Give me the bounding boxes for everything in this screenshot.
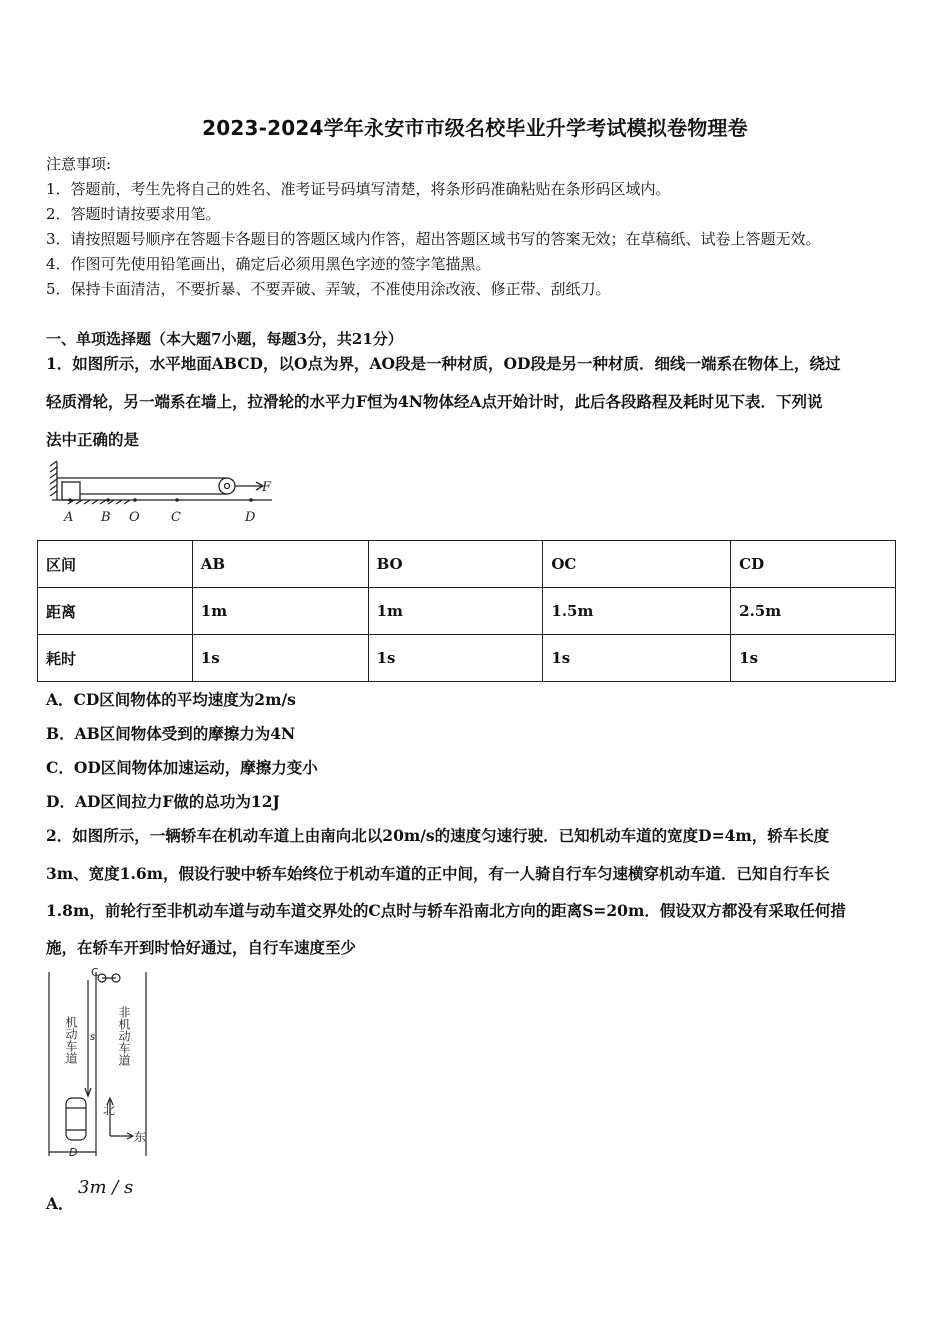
table-cell: 2.5m	[731, 588, 896, 635]
table-cell: AB	[192, 541, 368, 588]
notice-item-5: 5．保持卡面清洁，不要折暴、不要弄破、弄皱，不准使用涂改液、修正带、刮纸刀。	[46, 280, 611, 298]
table-row	[38, 635, 896, 682]
label-c: C	[91, 966, 99, 979]
notice-item-3: 3．请按照题号顺序在答题卡各题目的答题区域内作答，超出答题区域书写的答案无效；在草稿纸、试卷上答题无效。	[46, 230, 821, 248]
q1-text-line-2: 轻质滑轮，另一端系在墙上，拉滑轮的水平力F恒为4N物体经A点开始计时，此后各段路程及耗时见下表．下列说	[46, 392, 823, 411]
label-nonmotor-lane: 非机动车道	[117, 1006, 131, 1066]
table-cell: 距离	[38, 588, 193, 635]
table-row	[38, 588, 896, 635]
table-cell: 耗时	[38, 635, 193, 682]
notice-item-4: 4．作图可先使用铅笔画出，确定后必须用黑色字迹的签字笔描黑。	[46, 255, 491, 273]
table-cell: 区间	[38, 541, 193, 588]
q2-road-figure	[44, 966, 154, 1162]
q2-option-a-formula: 3m / s	[78, 1177, 134, 1198]
q1-option-b: B．AB区间物体受到的摩擦力为4N	[46, 724, 296, 743]
table-cell: 1.5m	[543, 588, 731, 635]
label-b: B	[101, 510, 111, 525]
page-title: 2023-2024学年永安市市级名校毕业升学考试模拟卷物理卷	[202, 116, 748, 140]
section-heading: 一、单项选择题（本大题7小题，每题3分，共21分）	[46, 330, 403, 348]
q1-option-a: A．CD区间物体的平均速度为2m/s	[46, 690, 296, 709]
q1-option-c: C．OD区间物体加速运动，摩擦力变小	[46, 758, 318, 777]
label-motor-lane: 机动车道	[64, 1016, 78, 1064]
q1-option-d: D．AD区间拉力F做的总功为12J	[46, 792, 280, 811]
notice-heading: 注意事项:	[46, 155, 112, 173]
q2-text-line-1: 2．如图所示，一辆轿车在机动车道上由南向北以20m/s的速度匀速行驶．已知机动车道的宽度D=4m，轿车长度	[46, 826, 830, 845]
q2-option-a-label: A．	[46, 1194, 74, 1213]
pulley	[219, 478, 235, 494]
table-row	[38, 541, 896, 588]
label-s: s	[90, 1032, 96, 1043]
q1-text-line-3: 法中正确的是	[46, 430, 140, 449]
label-a: A	[64, 510, 74, 525]
q2-text-line-4: 施，在轿车开到时恰好通过，自行车速度至少	[46, 938, 357, 957]
table-cell: 1s	[192, 635, 368, 682]
q2-text-line-3: 1.8m，前轮行至非机动车道与动车道交界处的C点时与轿车沿南北方向的距离S=20m．假设双方都没有采取任何措	[46, 901, 846, 920]
table-cell: 1m	[192, 588, 368, 635]
label-f: F	[262, 480, 272, 495]
label-o: O	[129, 510, 140, 525]
table-cell: BO	[368, 541, 543, 588]
notice-item-1: 1．答题前，考生先将自己的姓名、准考证号码填写清楚，将条形码准确粘贴在条形码区域内。	[46, 180, 671, 198]
label-c: C	[171, 510, 181, 525]
table-cell: 1s	[368, 635, 543, 682]
q1-text-line-1: 1．如图所示，水平地面ABCD，以O点为界，AO段是一种材质，OD段是另一种材质．细线一端系在物体上，绕过	[46, 354, 841, 373]
table-cell: 1s	[731, 635, 896, 682]
q1-data-table	[37, 540, 896, 682]
table-cell: 1m	[368, 588, 543, 635]
label-d: D	[69, 1146, 78, 1159]
block-object	[62, 482, 80, 500]
table-cell: 1s	[543, 635, 731, 682]
q1-pulley-figure	[40, 458, 280, 528]
table-cell: CD	[731, 541, 896, 588]
notice-item-2: 2．答题时请按要求用笔。	[46, 205, 221, 223]
q2-text-line-2: 3m、宽度1.6m，假设行驶中轿车始终位于机动车道的正中间，有一人骑自行车匀速横穿机动车道．已知自行车长	[46, 864, 830, 883]
table-cell: OC	[543, 541, 731, 588]
label-north: 北	[103, 1103, 116, 1117]
label-east: 东	[134, 1130, 147, 1144]
label-d: D	[245, 510, 256, 525]
car-icon	[66, 1098, 86, 1140]
